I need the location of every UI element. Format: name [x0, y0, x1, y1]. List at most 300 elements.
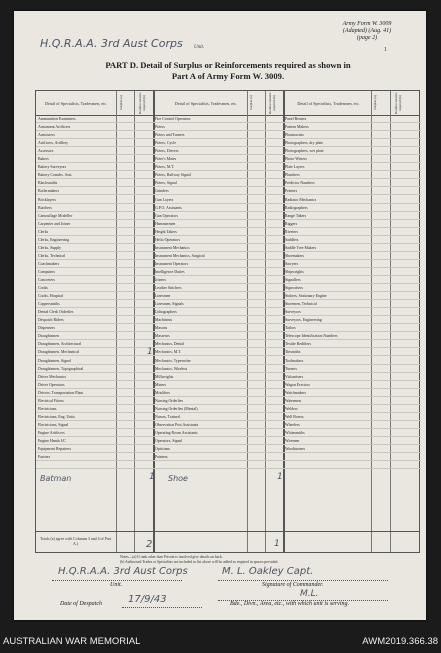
row-cells — [247, 397, 283, 405]
row-cells — [116, 284, 153, 292]
row-cells — [116, 316, 153, 324]
row-cells — [116, 196, 153, 204]
form-title — [48, 60, 408, 81]
row-cells — [247, 131, 283, 139]
row-cells — [371, 123, 421, 131]
row-cells — [371, 260, 421, 268]
table-row: Ammunition Examiners — [36, 115, 116, 123]
row-cells — [247, 292, 283, 300]
row-cells — [371, 373, 421, 381]
form-ref-line: (Adapted) (Aug. 41) — [342, 28, 392, 34]
row-cells — [247, 437, 283, 445]
row-cells — [116, 405, 153, 413]
table-row: Plumbers — [283, 171, 371, 179]
table-row: Computers — [36, 268, 116, 276]
row-cells — [116, 429, 153, 437]
row-cells — [116, 228, 153, 236]
row-cells — [116, 397, 153, 405]
table-row: Woodturners — [283, 445, 371, 453]
table-row: Pharmacists — [283, 131, 371, 139]
table-row: Driver Operators — [36, 381, 116, 389]
row-cells — [116, 179, 153, 187]
date-of-despatch-label: Date of Despatch — [60, 601, 102, 607]
table-row — [153, 461, 247, 469]
table-row: Masons — [153, 324, 247, 332]
row-cells — [371, 445, 421, 453]
row-cells — [371, 196, 421, 204]
table-row: Carpenter and Joiner — [36, 220, 116, 228]
table-row: Drivers, Transportation Plant — [36, 389, 116, 397]
table-row: Armament Artificers — [36, 123, 116, 131]
table-row: Stokers, Stationary Engine — [283, 292, 371, 300]
table-row: Clerks — [36, 228, 116, 236]
row-cells — [116, 204, 153, 212]
row-cells — [371, 236, 421, 244]
table-row: Photo-Writers — [283, 155, 371, 163]
table-row: Nursing Orderlies (Mental) — [153, 405, 247, 413]
row-cells — [371, 300, 421, 308]
table-row: Blacksmiths — [36, 179, 116, 187]
row-cells — [371, 115, 421, 123]
row-cells — [116, 236, 153, 244]
row-cells — [247, 300, 283, 308]
table-row: Dental Clerk Orderlies — [36, 308, 116, 316]
row-cells — [116, 123, 153, 131]
table-row: Fitters, Signal — [153, 179, 247, 187]
row-cells — [247, 308, 283, 316]
unit-handwritten: H.Q.R.A.A. 3rd Aust Corps — [40, 37, 183, 50]
table-row: Panel Beaters — [283, 115, 371, 123]
row-cells — [247, 139, 283, 147]
table-row: Fitters and Turners — [153, 131, 247, 139]
signature-initials: M.L. — [300, 589, 319, 599]
table-row: Cooks — [36, 284, 116, 292]
table-row: Saddlers — [283, 236, 371, 244]
table-row: Predictor Numbers — [283, 179, 371, 187]
table-row: Riggers — [283, 220, 371, 228]
date-line — [122, 607, 202, 608]
table-row: Draughtsmen, Mechanical — [36, 348, 116, 356]
table-row: Well Borers — [283, 413, 371, 421]
table-row: Tinsmiths — [283, 348, 371, 356]
row-cells — [247, 421, 283, 429]
header-surplus: Surplus (a) — [373, 95, 377, 111]
table-row: Riveters — [283, 228, 371, 236]
table-row: Grinders — [153, 187, 247, 195]
table-row: Instrument Operators — [153, 260, 247, 268]
row-cells — [371, 453, 421, 461]
table-row: Farriers — [36, 453, 116, 461]
note-line: Notes—(a) If rank other than Private is involved give details on back. — [120, 555, 223, 559]
table-row: Millwrights — [153, 373, 247, 381]
row-cells — [247, 212, 283, 220]
row-cells — [371, 292, 421, 300]
table-row: Painters — [153, 453, 247, 461]
header-detail: Detail of Specialists, Tradesmen, etc. — [44, 100, 108, 106]
table-row: Fitters, Railway Signal — [153, 171, 247, 179]
table-row: Whitesmiths — [283, 429, 371, 437]
table-row: Watchmakers — [283, 389, 371, 397]
table-row: Engine Hands I/C — [36, 437, 116, 445]
row-cells — [371, 284, 421, 292]
trades-table — [35, 90, 420, 553]
row-cells — [247, 340, 283, 348]
table-row: Nurses, Trained — [153, 413, 247, 421]
table-row: Masseurs — [153, 332, 247, 340]
table-row: Bricklayers — [36, 196, 116, 204]
row-cells — [371, 397, 421, 405]
row-cells — [371, 308, 421, 316]
table-row: Wagon Erectors — [283, 381, 371, 389]
row-cells — [116, 389, 153, 397]
row-cells — [116, 461, 153, 469]
header-detail: Detail of Specialists, Tradesmen, etc. — [174, 100, 238, 106]
row-cells — [371, 429, 421, 437]
table-row: Draughtsmen, Signal — [36, 357, 116, 365]
table-row: Pattern Makers — [283, 123, 371, 131]
row-cells — [116, 332, 153, 340]
table-row: Gun Operators — [153, 212, 247, 220]
total-reinforcements-value: 1 — [274, 539, 280, 549]
table-row: Range Takers — [283, 212, 371, 220]
row-cells — [247, 196, 283, 204]
table-row: Clerks, Engineering — [36, 236, 116, 244]
row-cells — [371, 171, 421, 179]
table-row: Welders — [283, 405, 371, 413]
table-row: Draughtsmen, Architectural — [36, 340, 116, 348]
row-cells — [371, 437, 421, 445]
header-detail: Detail of Specialists, Tradesmen, etc. — [297, 100, 360, 106]
table-row: Storemen, Technical — [283, 300, 371, 308]
row-cells — [247, 405, 283, 413]
table-row: Mechanics, Wireless — [153, 365, 247, 373]
row-cells — [116, 171, 153, 179]
table-row — [283, 453, 371, 461]
row-cells — [116, 437, 153, 445]
row-cells — [247, 365, 283, 373]
row-cells — [371, 405, 421, 413]
unit-line — [52, 580, 182, 581]
extra-trade-entry: Batman — [40, 474, 72, 483]
table-row: G.P.O. Assistants — [153, 204, 247, 212]
table-row: Electricians, Signal — [36, 421, 116, 429]
table-row: Camouflage Modeller — [36, 212, 116, 220]
total-surplus-value: 2 — [146, 539, 153, 550]
row-cells — [116, 212, 153, 220]
table-row: Opticians — [153, 445, 247, 453]
row-cells — [116, 324, 153, 332]
row-cells — [371, 252, 421, 260]
table-row: Armourers — [36, 131, 116, 139]
table-row: Leather Stitchers — [153, 284, 247, 292]
totals-label: Totals (a) agree with Columns 3 and 4 of Part A.) — [40, 537, 111, 546]
table-row: Saddle Tree Makers — [283, 244, 371, 252]
table-row: Miners — [153, 381, 247, 389]
table-row: Draughtsmen, Topographical — [36, 365, 116, 373]
row-cells — [371, 155, 421, 163]
table-row: Nursing Orderlies — [153, 397, 247, 405]
table-row: Tailors — [283, 324, 371, 332]
row-cells — [371, 316, 421, 324]
table-row: Battery Comdrs. Asst. — [36, 171, 116, 179]
row-cells — [247, 276, 283, 284]
form-reference — [327, 21, 407, 42]
table-row: Dispensers — [36, 324, 116, 332]
row-cells — [247, 461, 283, 469]
table-row: Wheelers — [283, 421, 371, 429]
header-reinforcements: Reinforcements required (b) — [138, 92, 146, 114]
table-row: Concreters — [36, 276, 116, 284]
table-row — [36, 461, 116, 469]
row-cells — [247, 284, 283, 292]
note-line: (b) Authorised Trades or Specialists not included in list above will be added as required in spaces provided. — [120, 560, 279, 564]
table-row: Mechanics, M.T. — [153, 348, 247, 356]
table-row: Joiners — [153, 276, 247, 284]
row-cells — [116, 300, 153, 308]
row-cells — [247, 171, 283, 179]
table-row: Toolmakers — [283, 357, 371, 365]
row-cells — [116, 381, 153, 389]
row-cells — [247, 187, 283, 195]
row-cells — [371, 179, 421, 187]
row-cells — [371, 332, 421, 340]
table-row: Driver Mechanics — [36, 373, 116, 381]
extra-trade-entry: Shoe — [168, 474, 188, 483]
row-cells — [247, 244, 283, 252]
row-cells — [116, 147, 153, 155]
table-row: Boilermakers — [36, 187, 116, 195]
signature-line — [218, 580, 388, 581]
row-cells — [116, 421, 153, 429]
row-cells — [371, 357, 421, 365]
table-row: Linesmen, Signals — [153, 300, 247, 308]
page-number: 1 — [384, 47, 387, 53]
table-row: Draughtsmen — [36, 332, 116, 340]
row-cells — [116, 115, 153, 123]
row-cells — [247, 381, 283, 389]
row-cells — [371, 212, 421, 220]
row-cells — [247, 147, 283, 155]
table-row: Shipwrights — [283, 268, 371, 276]
row-cells — [247, 316, 283, 324]
row-cells — [371, 228, 421, 236]
table-row: Telescope Identification Numbers — [283, 332, 371, 340]
architectural-surplus-entry: 1 — [147, 347, 153, 357]
row-cells — [247, 453, 283, 461]
row-cells — [371, 131, 421, 139]
signature-caption: Signature of Commander. — [262, 582, 324, 588]
table-row: Electricians — [36, 405, 116, 413]
row-cells — [247, 348, 283, 356]
row-cells — [247, 445, 283, 453]
row-cells — [116, 268, 153, 276]
row-cells — [116, 187, 153, 195]
table-row: Linesmen — [153, 292, 247, 300]
row-cells — [371, 340, 421, 348]
table-row: Photographers, dry plate — [283, 139, 371, 147]
table-row: Fitters, M.T. — [153, 163, 247, 171]
table-row: Textile Redifters — [283, 340, 371, 348]
table-row: Radiographers — [283, 204, 371, 212]
table-row: Printers — [283, 187, 371, 195]
row-cells — [247, 204, 283, 212]
table-row: Operators, Signal — [153, 437, 247, 445]
row-cells — [116, 139, 153, 147]
form-ref-line: (page 2) — [356, 35, 378, 41]
row-cells — [371, 276, 421, 284]
table-row: Fitters, Cycle — [153, 139, 247, 147]
table-row: Electrical Fitters — [36, 397, 116, 405]
table-row: Machinists — [153, 316, 247, 324]
row-cells — [371, 244, 421, 252]
row-cells — [116, 373, 153, 381]
row-cells — [247, 220, 283, 228]
table-row: Clerks, Supply — [36, 244, 116, 252]
row-cells — [371, 139, 421, 147]
row-cells — [247, 389, 283, 397]
table-row: Coachmakers — [36, 260, 116, 268]
row-cells — [116, 292, 153, 300]
date-handwritten: 17/9/43 — [128, 594, 167, 605]
table-row: Sawyers — [283, 260, 371, 268]
bottom-unit-handwritten: H.Q.R.A.A. 3rd Aust Corps — [58, 566, 188, 577]
table-row: Plate Layers — [283, 163, 371, 171]
row-cells — [116, 357, 153, 365]
table-row: Fitter's Mates — [153, 155, 247, 163]
row-cells — [371, 348, 421, 356]
row-cells — [247, 252, 283, 260]
row-cells — [247, 115, 283, 123]
row-cells — [247, 155, 283, 163]
table-row: Electricians, Eng. Units — [36, 413, 116, 421]
row-cells — [247, 163, 283, 171]
table-row: Battery Surveyors — [36, 163, 116, 171]
row-cells — [116, 260, 153, 268]
table-row: Instrument Mechanics — [153, 244, 247, 252]
title-line-2: Part A of Army Form W. 3009. — [171, 71, 285, 81]
table-row: Photographers, wet plate — [283, 147, 371, 155]
row-cells — [247, 228, 283, 236]
table-row: Gun Layers — [153, 196, 247, 204]
table-row: Hammermen — [153, 220, 247, 228]
row-cells — [371, 268, 421, 276]
row-cells — [247, 332, 283, 340]
table-row: Watermen — [283, 397, 371, 405]
row-cells — [116, 308, 153, 316]
row-cells — [371, 389, 421, 397]
row-cells — [247, 268, 283, 276]
table-row: Clerks, Technical — [36, 252, 116, 260]
row-cells — [371, 461, 421, 469]
row-cells — [116, 413, 153, 421]
footer-accession-number: AWM2019.366.38 — [362, 636, 438, 647]
row-cells — [116, 445, 153, 453]
extra-trade-surplus: 1 — [149, 472, 155, 482]
row-cells — [247, 324, 283, 332]
row-cells — [247, 179, 283, 187]
table-row: Mechanics, Dental — [153, 340, 247, 348]
row-cells — [247, 236, 283, 244]
table-row: Moulders — [153, 389, 247, 397]
row-cells — [371, 163, 421, 171]
table-row: Mechanics, Typewriter — [153, 357, 247, 365]
table-row: Engine Artificers — [36, 429, 116, 437]
header-surplus: Surplus (a) — [249, 95, 253, 111]
table-row: Helio Operators — [153, 236, 247, 244]
row-cells — [116, 453, 153, 461]
row-cells — [116, 163, 153, 171]
formation-caption: Bde., Divn., Area, etc., with which unit is serving. — [230, 601, 349, 607]
row-cells — [116, 155, 153, 163]
row-cells — [371, 421, 421, 429]
table-row: Assessors — [36, 147, 116, 155]
footer-institution: AUSTRALIAN WAR MEMORIAL — [3, 636, 141, 647]
table-row: Observation Post Assistants — [153, 421, 247, 429]
table-row: Bakers — [36, 155, 116, 163]
unit-label: Unit. — [194, 45, 205, 50]
notes — [120, 555, 278, 565]
row-cells — [371, 365, 421, 373]
table-row: Signallers — [283, 276, 371, 284]
row-cells — [371, 413, 421, 421]
title-line-1: PART D. Detail of Surplus or Reinforcements required as shown in — [105, 60, 351, 70]
table-row: Surveyors — [283, 308, 371, 316]
table-row: Radiator Mechanics — [283, 196, 371, 204]
unit-caption: Unit. — [110, 582, 123, 588]
row-cells — [247, 357, 283, 365]
table-row: Turners — [283, 365, 371, 373]
table-header — [36, 91, 419, 116]
row-cells — [116, 365, 153, 373]
table-row: Fitters, Drivers — [153, 147, 247, 155]
table-row: Artificers, Artillery — [36, 139, 116, 147]
table-row: Lithographers — [153, 308, 247, 316]
row-cells — [371, 220, 421, 228]
table-row: Fitters — [153, 123, 247, 131]
row-cells — [371, 324, 421, 332]
row-cells — [116, 220, 153, 228]
commander-signature: M. L. Oakley Capt. — [222, 566, 314, 577]
row-cells — [371, 381, 421, 389]
row-cells — [371, 204, 421, 212]
table-row: Height Takers — [153, 228, 247, 236]
row-cells — [247, 413, 283, 421]
table-row: Operating Room Assistants — [153, 429, 247, 437]
row-cells — [247, 123, 283, 131]
extra-trade-reinforcement: 1 — [277, 472, 283, 482]
table-row: Butchers — [36, 204, 116, 212]
table-row — [283, 461, 371, 469]
row-cells — [247, 429, 283, 437]
row-cells — [116, 252, 153, 260]
row-cells — [247, 260, 283, 268]
form-ref-line: Army Form W. 3009 — [342, 21, 392, 27]
table-row: Surveyors, Engineering — [283, 316, 371, 324]
table-row: Fire Control Operators — [153, 115, 247, 123]
row-cells — [116, 131, 153, 139]
table-row: Instrument Mechanics, Surgical — [153, 252, 247, 260]
table-row: Coppersmiths — [36, 300, 116, 308]
row-cells — [116, 276, 153, 284]
table-row: Cooks, Hospital — [36, 292, 116, 300]
table-row: Despatch Riders — [36, 316, 116, 324]
totals-row — [36, 531, 419, 554]
table-row: Equipment Repairers — [36, 445, 116, 453]
table-row: Shoemakers — [283, 252, 371, 260]
table-row: Signwriters — [283, 284, 371, 292]
row-cells — [247, 373, 283, 381]
header-surplus: Surplus (a) — [119, 95, 123, 111]
